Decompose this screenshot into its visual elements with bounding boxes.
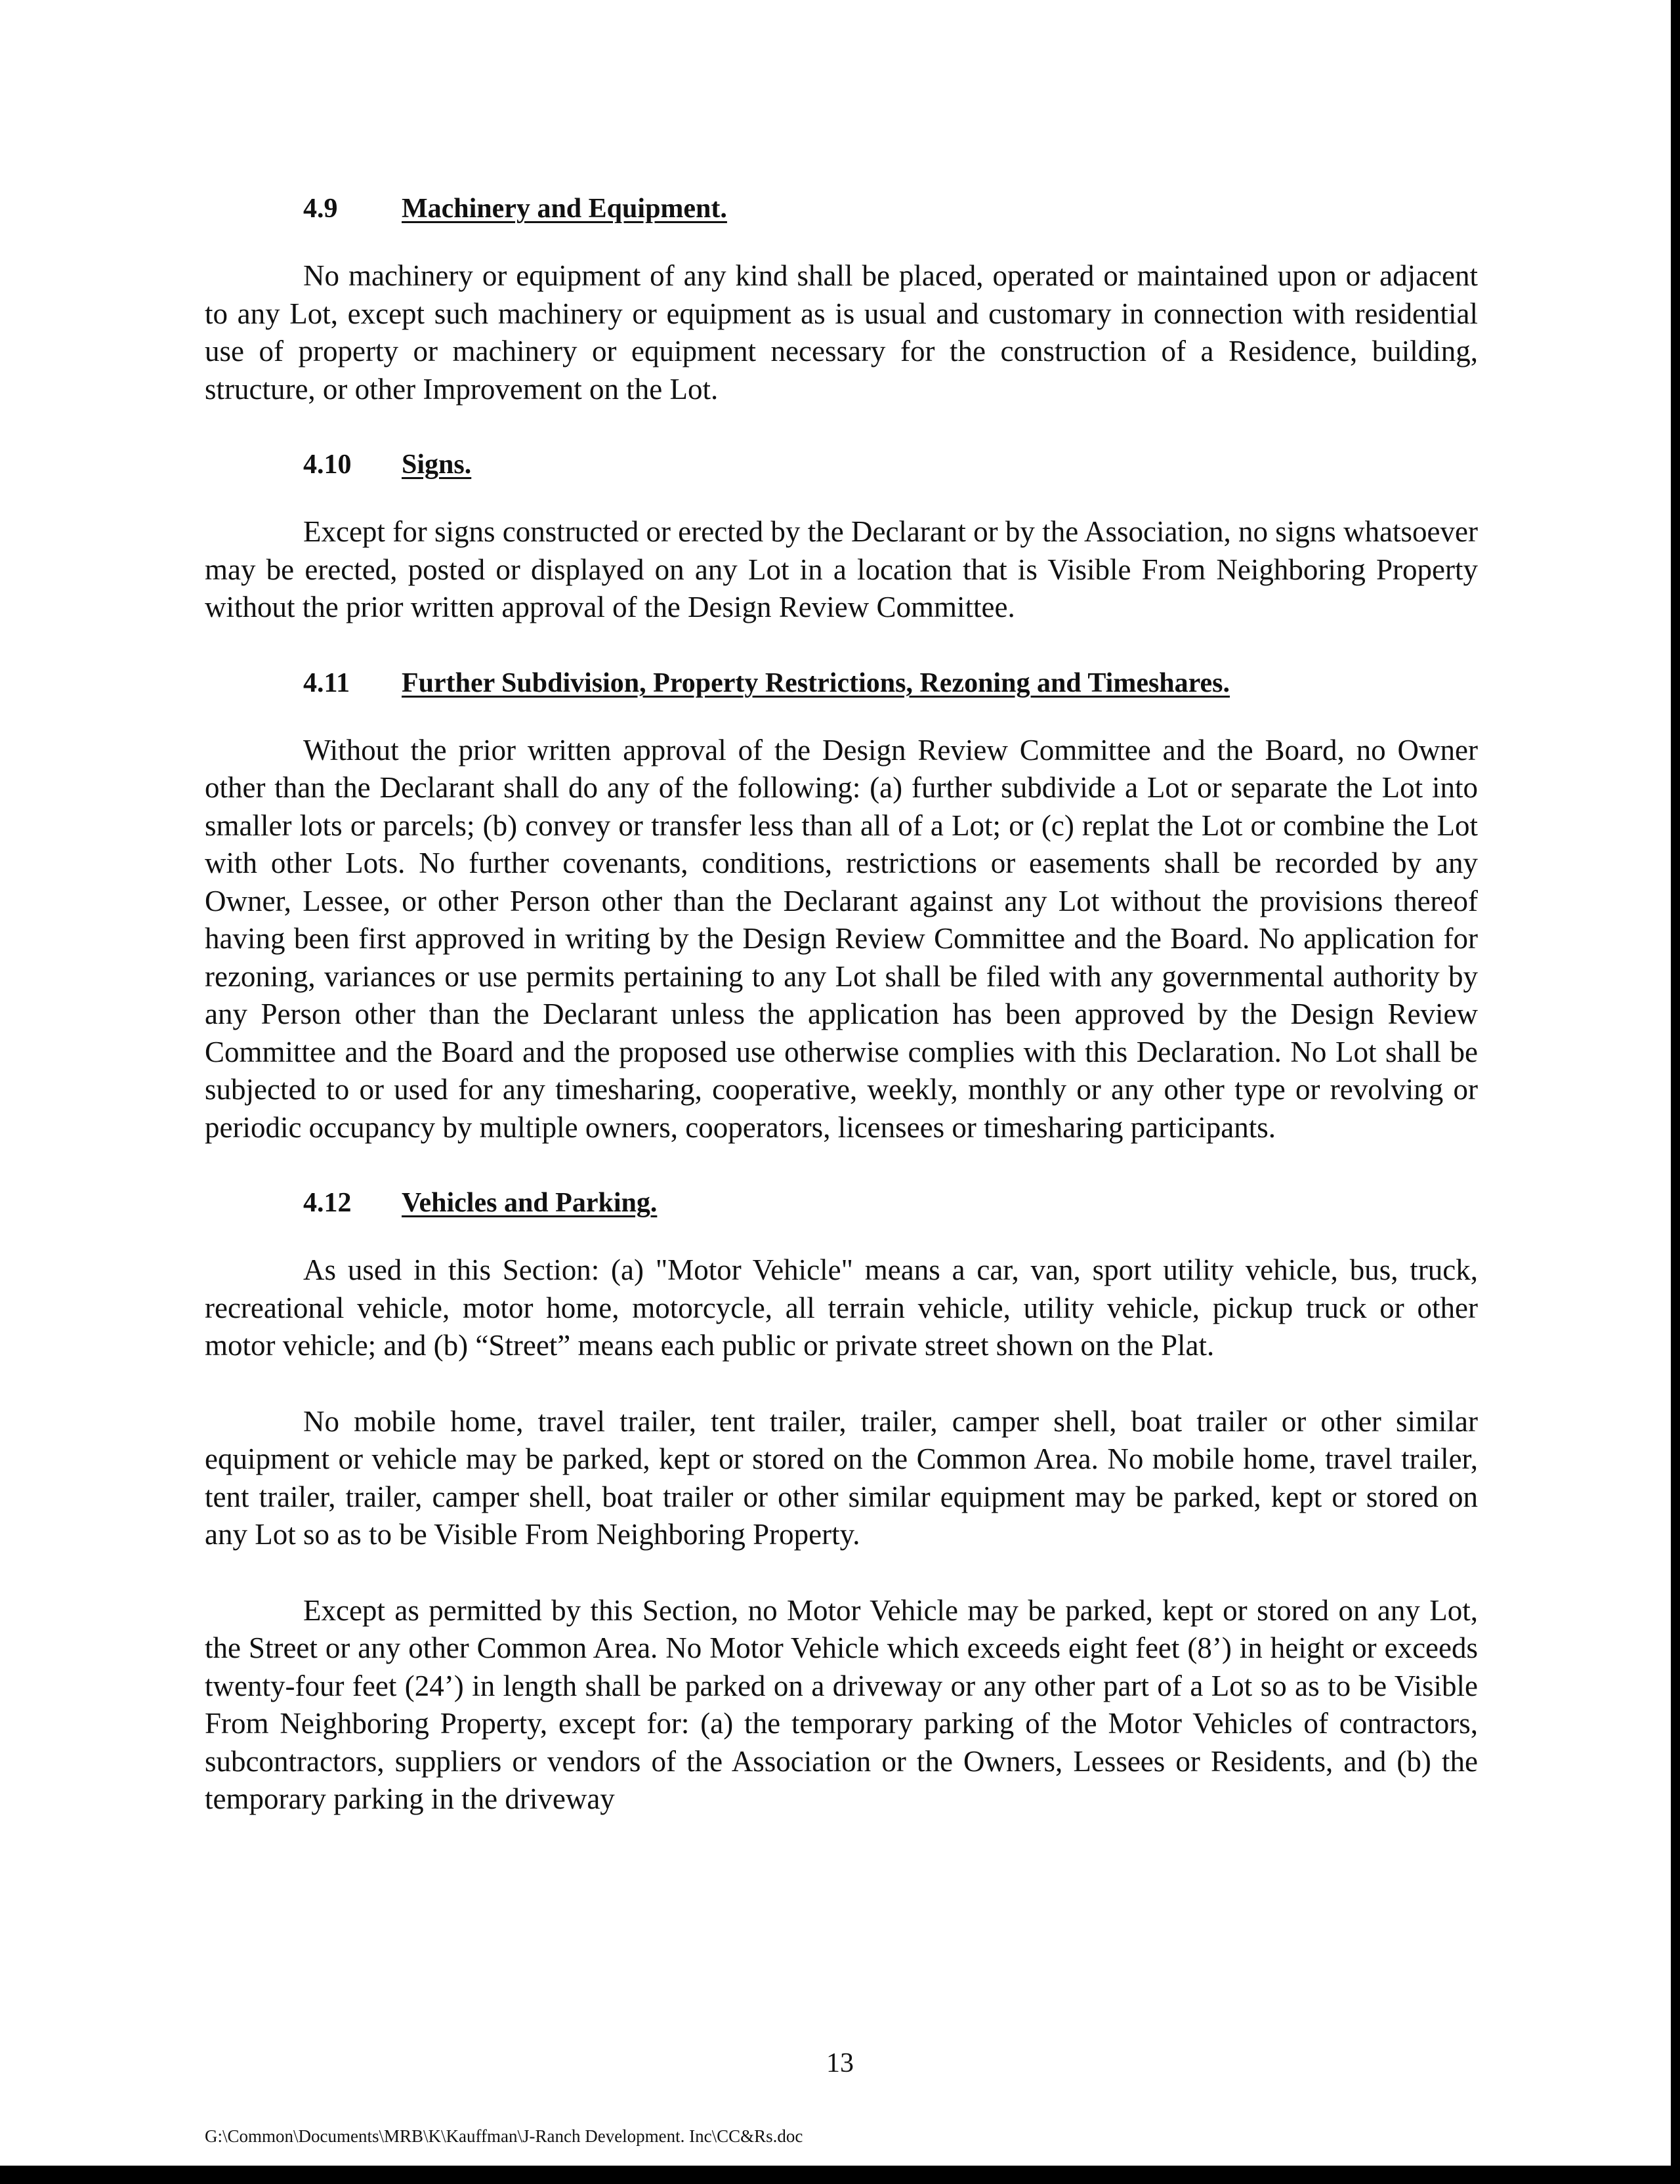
scan-edge-bottom	[0, 2166, 1680, 2184]
section-title: Further Subdivision, Property Restrictions, Rezoning and Timeshares.	[402, 667, 1230, 698]
section-heading	[205, 665, 1478, 702]
section-number: 4.9	[303, 194, 338, 224]
page-number: 13	[826, 2048, 854, 2078]
section-number: 4.12	[303, 1188, 352, 1218]
section-title: Vehicles and Parking.	[402, 1188, 658, 1218]
section-paragraph: Without the prior written approval of the Design Review Committee and the Board, no Owner other than the Declarant shall do any of the following: (a) further subdivide a Lot or separate the Lot into smaller lots or parcels; (b) convey or transfer less than all of a Lot; or (c) replat the Lot or combine the Lot with other Lots. No further covenants, conditions, restrictions or easements shall be recorded by any Owner, Lessee, or other Person other than the Declarant against any Lot without the provisions thereof having been first approved in writing by the Design Review Committee and the Board. No application for rezoning, variances or use permits pertaining to any Lot shall be filed with any governmental authority by any Person other than the Declarant unless the application has been approved by the Design Review Committee and the Board and the proposed use otherwise complies with this Declaration. No Lot shall be subjected to or used for any timesharing, cooperative, weekly, monthly or any other type or revolving or periodic occupancy by multiple owners, cooperators, licensees or timesharing participants.	[205, 733, 1478, 1144]
section-paragraph: No mobile home, travel trailer, tent trailer, trailer, camper shell, boat trailer or other similar equipment or vehicle may be parked, kept or stored on the Common Area. No mobile home, travel trailer, tent trailer, trailer, camper shell, boat trailer or other similar equipment may be parked, kept or stored on any Lot so as to be Visible From Neighboring Property.	[205, 1404, 1478, 1551]
section-heading	[205, 190, 1478, 227]
section-number: 4.11	[303, 667, 350, 698]
section-paragraph: No machinery or equipment of any kind shall be placed, operated or maintained upon or adjacent to any Lot, except such machinery or equipment as is usual and customary in connection with residential use of property or machinery or equipment necessary for the construction of a Residence, building, structure, or other Improvement on the Lot.	[205, 259, 1478, 406]
section-number: 4.10	[303, 450, 352, 480]
file-path-footer: G:\Common\Documents\MRB\K\Kauffman\J-Ranch Development. Inc\CC&Rs.doc	[205, 2126, 803, 2146]
scan-edge-right	[1671, 0, 1680, 2184]
section-paragraph: Except as permitted by this Section, no Motor Vehicle may be parked, kept or stored on any Lot, the Street or any other Common Area. No Motor Vehicle which exceeds eight feet (8’) in height or exceeds twenty-four feet (24’) in length shall be parked on a driveway or any other part of a Lot so as to be Visible From Neighboring Property, except for: (a) the temporary parking of the Motor Vehicles of contractors, subcontractors, suppliers or vendors of the Association or the Owners, Lessees or Residents, and (b) the temporary parking in the driveway	[205, 1593, 1478, 1815]
section-heading	[205, 446, 1478, 483]
document-page	[205, 190, 1478, 1857]
section-paragraph: Except for signs constructed or erected by the Declarant or by the Association, no signs whatsoever may be erected, posted or displayed on any Lot in a location that is Visible From Neighboring Property without the prior written approval of the Design Review Committee.	[205, 515, 1478, 623]
section-title: Signs.	[402, 450, 472, 480]
section-heading	[205, 1185, 1478, 1221]
section-title: Machinery and Equipment.	[402, 194, 727, 224]
section-paragraph: As used in this Section: (a) "Motor Vehicle" means a car, van, sport utility vehicle, bus, truck, recreational vehicle, motor home, motorcycle, all terrain vehicle, utility vehicle, pickup truck or other motor vehicle; and (b) “Street” means each public or private street shown on the Plat.	[205, 1253, 1478, 1362]
